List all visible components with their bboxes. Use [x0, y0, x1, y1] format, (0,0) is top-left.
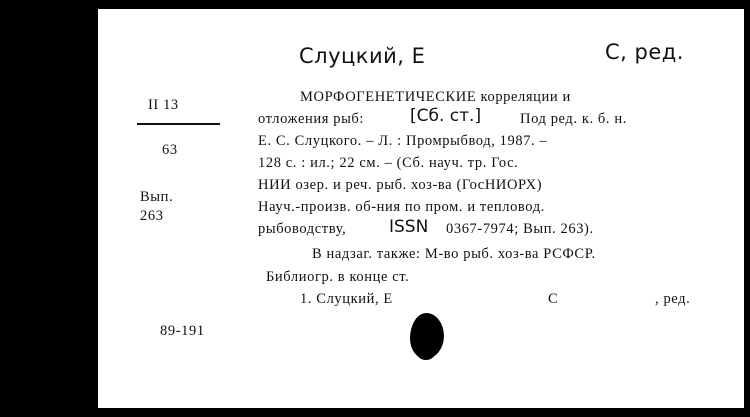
record-line-10c: , ред.	[655, 291, 691, 307]
handwritten-note: С, ред.	[605, 40, 684, 64]
issue-label: Вып.	[140, 189, 174, 205]
record-line-4: 128 с. : ил.; 22 см. – (Сб. науч. тр. Гос.	[258, 155, 519, 171]
record-line-7c: 0367-7974; Вып. 263).	[446, 221, 594, 237]
issue-number: 263	[140, 208, 164, 224]
record-line-2a: отложения рыб:	[258, 111, 365, 127]
record-line-5: НИИ озер. и реч. рыб. хоз-ва (ГосНИОРХ)	[258, 177, 543, 193]
record-line-7a: рыбоводству,	[258, 221, 347, 237]
ink-blot-drip	[416, 342, 436, 360]
record-line-2b: [Сб. ст.]	[410, 106, 482, 126]
record-line-3: Е. С. Слуцкого. – Л. : Промрыбвод, 1987. –	[258, 133, 548, 149]
handwritten-author: Слуцкий, Е	[299, 44, 426, 68]
record-line-7b: ISSN	[389, 217, 429, 237]
record-line-8: В надзаг. также: М-во рыб. хоз-ва РСФСР.	[312, 246, 596, 262]
record-line-1: МОРФОГЕНЕТИЧЕСКИЕ корреляции и	[300, 89, 571, 105]
shelfmark-number: 63	[162, 142, 178, 158]
inventory-number: 89-191	[160, 323, 205, 339]
shelfmark-divider	[137, 123, 220, 125]
shelfmark-code: II 13	[148, 97, 179, 113]
record-line-9: Библиогр. в конце ст.	[266, 269, 410, 285]
record-line-2c: Под ред. к. б. н.	[520, 111, 627, 127]
record-line-6: Науч.-произв. об-ния по пром. и тепловод.	[258, 199, 545, 215]
record-line-10a: 1. Слуцкий, Е	[300, 291, 393, 307]
record-line-10b: С	[548, 291, 559, 307]
